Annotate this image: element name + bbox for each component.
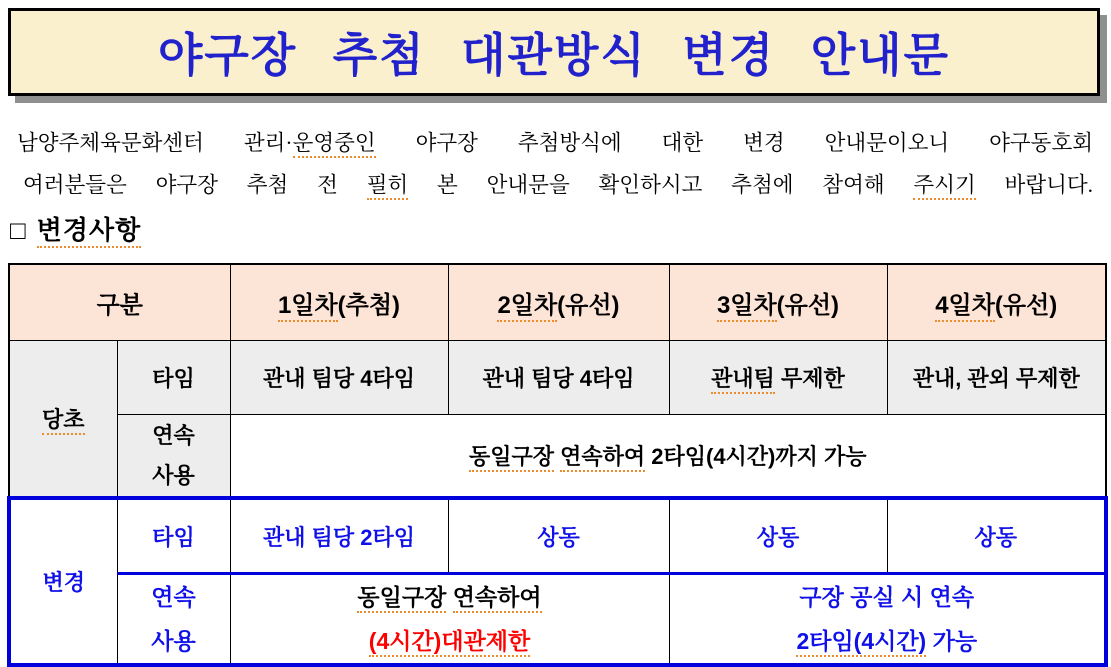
header-cell-day3	[669, 264, 887, 341]
text-segment: 여러분들은 야구장 추첨 전	[23, 173, 367, 197]
cell-changed-time-day3	[669, 498, 887, 574]
header-cell-day4	[887, 264, 1106, 341]
text-segment: (유선)	[776, 292, 840, 319]
text-segment: 무제한	[774, 366, 845, 391]
header-cell-day1	[230, 264, 448, 341]
continuous-label-line1: 연속	[152, 422, 195, 448]
continuous-label-line2: 사용	[151, 628, 196, 654]
text-segment: 1일차	[278, 292, 338, 322]
table-header-row	[9, 264, 1106, 341]
continuous-right-line1	[670, 575, 1105, 619]
change-table	[7, 263, 1108, 667]
text-segment: 가능	[926, 628, 978, 654]
text-segment: 운영중인	[293, 131, 376, 158]
row-label-continuous-original	[117, 415, 230, 499]
text-segment: 2일차	[497, 292, 557, 322]
text-segment: 본 안내문을 확인하시고 추첨에 참여해	[408, 173, 914, 197]
cell-changed-time-day4	[887, 498, 1106, 574]
continuous-left-line1	[231, 575, 669, 619]
intro-paragraph	[17, 122, 1093, 206]
row-label-original	[9, 341, 117, 499]
cell-original-continuous	[230, 415, 1106, 499]
continuous-left-line2	[231, 619, 669, 663]
cell-changed-continuous-left	[230, 574, 669, 666]
cell-original-time-day2	[448, 341, 669, 415]
continuous-right-line2	[670, 619, 1105, 663]
section-heading-label	[37, 215, 141, 248]
text-segment: 관내팀	[711, 366, 775, 394]
cell-original-time-day1	[230, 341, 448, 415]
text-segment: 필히	[367, 173, 409, 200]
text-segment: 상동	[537, 524, 580, 550]
text-segment: (유선)	[994, 292, 1058, 319]
row-label-changed: 변경	[9, 498, 117, 665]
section-heading	[10, 210, 141, 247]
text-segment: 관내 팀당 2타임	[263, 524, 415, 550]
continuous-label-line1: 연속	[151, 584, 196, 610]
text-segment: 구장 공실 시 연속	[799, 584, 975, 610]
original-continuous-row	[9, 415, 1106, 499]
title-banner	[8, 8, 1100, 96]
text-segment: 야구장 추첨방식에 대한 변경 안내문이오니 야구동호회	[375, 131, 1093, 155]
text-segment: (유선)	[557, 292, 620, 319]
cell-original-time-day3	[669, 341, 887, 415]
text-segment: 관내, 관외 무제한	[912, 366, 1080, 391]
row-label-continuous-changed	[117, 574, 230, 666]
header-cell-group: 구분	[9, 264, 230, 341]
row-label-time-changed: 타임	[117, 498, 230, 574]
text-segment: 연속하여	[560, 444, 645, 472]
row-label-time-original: 타임	[117, 341, 230, 415]
cell-changed-continuous-right	[669, 574, 1106, 666]
text-segment: 동일구장	[469, 444, 554, 472]
text-segment: 변경사항	[37, 215, 141, 248]
text-segment: (추첨)	[337, 292, 401, 319]
text-segment: 관내 팀당 4타임	[482, 366, 635, 391]
text-segment	[446, 584, 452, 610]
cell-original-time-day4	[887, 341, 1106, 415]
continuous-label-line2: 사용	[152, 462, 195, 488]
original-time-row	[9, 341, 1106, 415]
square-bullet-icon: □	[10, 215, 27, 245]
text-segment: 연속하여	[453, 584, 542, 613]
text-segment: 2타임(4시간)까지 가능	[645, 444, 867, 469]
text-segment: (4시간)대관제한	[369, 628, 530, 657]
text-segment: 남양주체육문화센터 관리·	[17, 131, 293, 155]
text-segment: 2타임(4시간)	[796, 628, 926, 657]
text-segment: 상동	[756, 524, 800, 550]
text-segment: 주시기	[913, 173, 975, 200]
changed-continuous-row	[9, 574, 1106, 666]
text-segment: 당초	[42, 407, 85, 435]
intro-line-2	[17, 164, 1093, 206]
changed-time-row	[9, 498, 1106, 574]
text-segment: 3일차	[717, 292, 777, 322]
intro-line-1	[17, 122, 1093, 164]
text-segment: 바랍니다.	[975, 173, 1093, 197]
text-segment: 4일차	[935, 292, 995, 322]
cell-changed-time-day2	[448, 498, 669, 574]
text-segment: 관내 팀당 4타임	[263, 366, 415, 391]
cell-changed-time-day1	[230, 498, 448, 574]
text-segment: 동일구장	[357, 584, 446, 613]
page-title: 야구장 추첨 대관방식 변경 안내문	[157, 30, 951, 81]
text-segment: 상동	[974, 524, 1017, 550]
header-cell-day2	[448, 264, 669, 341]
